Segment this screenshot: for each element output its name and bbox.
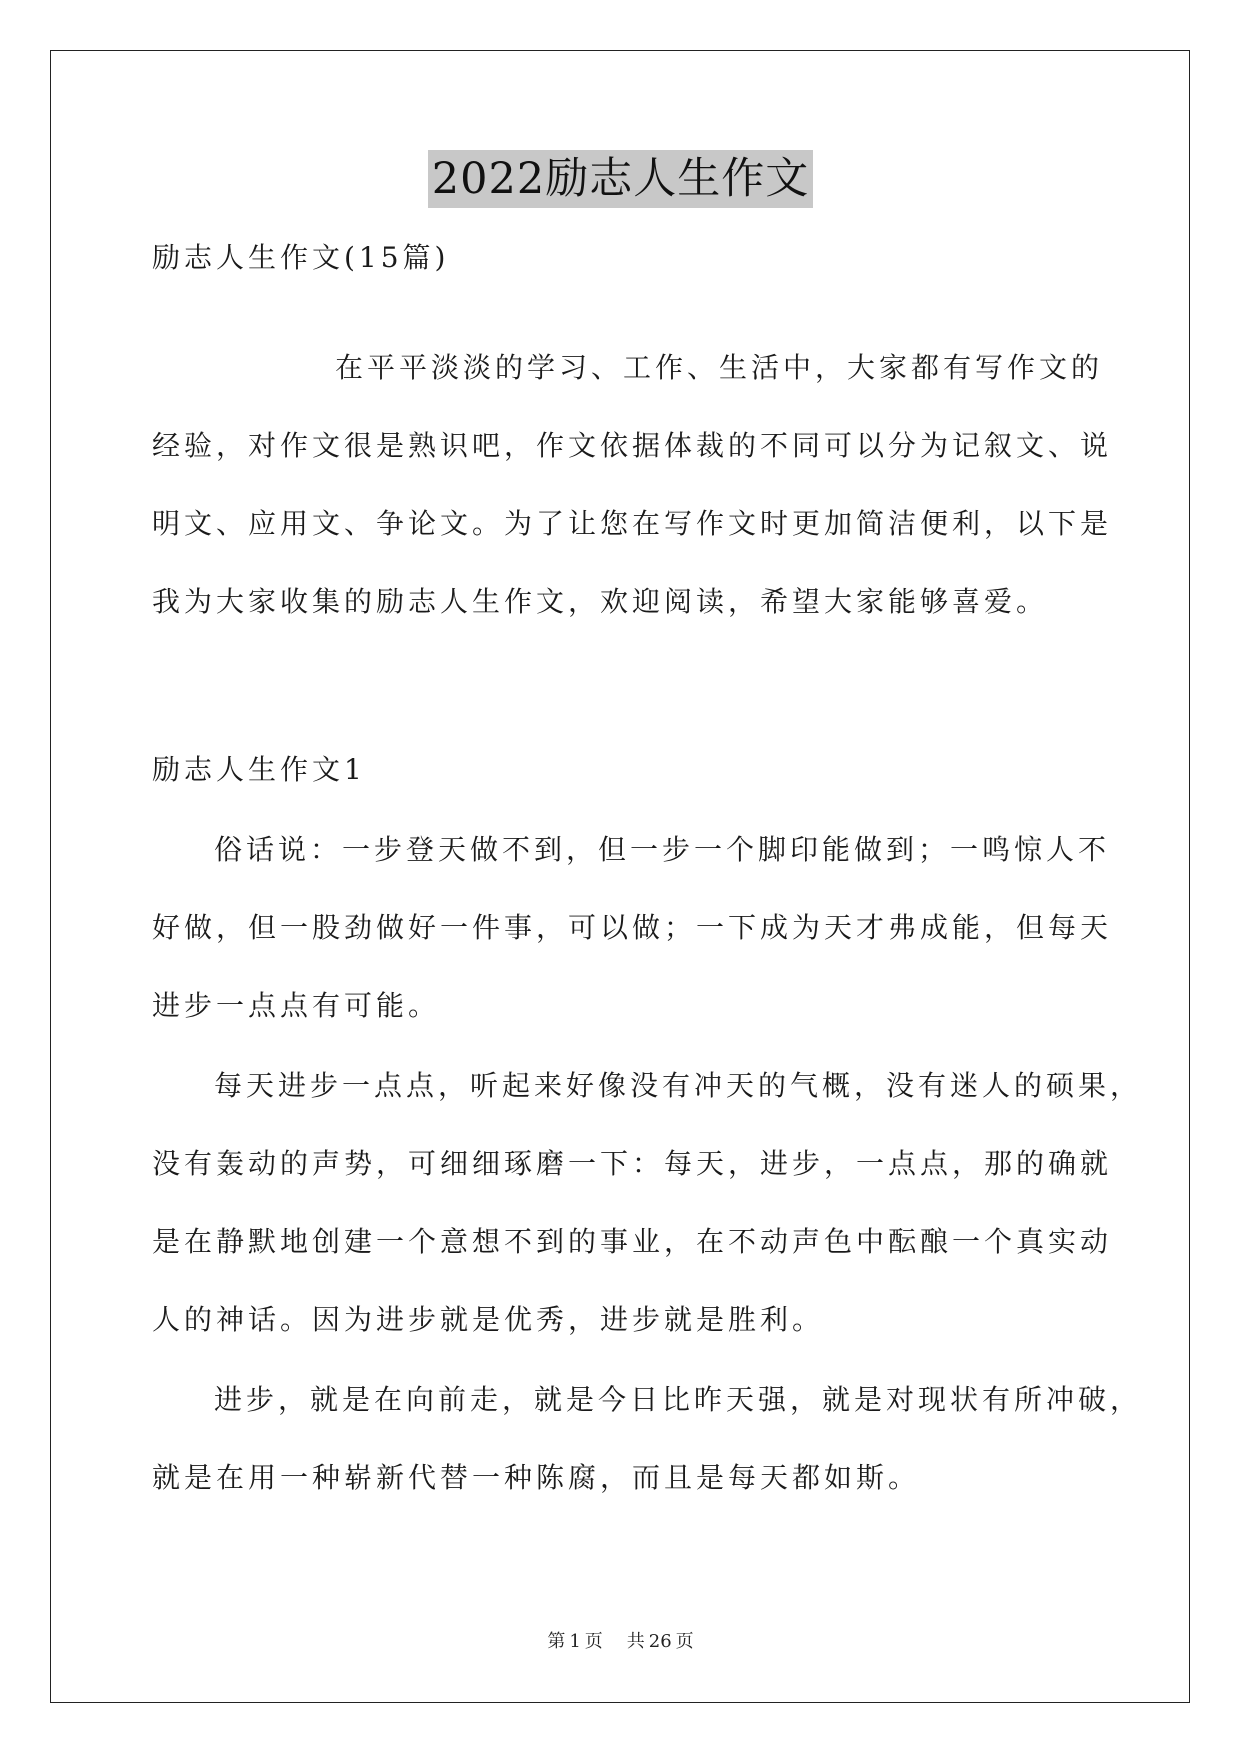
body-line: 没有轰动的声势，可细细琢磨一下：每天，进步，一点点，那的确就 <box>152 1147 1113 1180</box>
total-prefix: 共 <box>626 1631 645 1652</box>
page-label-suffix: 页 <box>584 1631 603 1652</box>
page-number: 1 <box>569 1631 581 1652</box>
page-label-prefix: 第 <box>547 1631 566 1652</box>
total-suffix: 页 <box>675 1631 694 1652</box>
title-container <box>0 150 1241 208</box>
body-line: 进步，就是在向前走，就是今日比昨天强，就是对现状有所冲破， <box>214 1383 1143 1416</box>
document-title: 2022励志人生作文 <box>428 150 813 208</box>
body-line: 俗话说：一步登天做不到，但一步一个脚印能做到；一鸣惊人不 <box>214 833 1111 866</box>
intro-line: 经验，对作文很是熟识吧，作文依据体裁的不同可以分为记叙文、说 <box>152 429 1113 462</box>
body-line: 进步一点点有可能。 <box>152 989 441 1022</box>
page-border <box>50 50 1190 1703</box>
intro-line: 在平平淡淡的学习、工作、生活中，大家都有写作文的 <box>335 351 1104 384</box>
body-line: 人的神话。因为进步就是优秀，进步就是胜利。 <box>152 1303 825 1336</box>
section-heading: 励志人生作文1 <box>152 753 366 786</box>
body-line: 就是在用一种崭新代替一种陈腐，而且是每天都如斯。 <box>152 1461 921 1494</box>
body-line: 是在静默地创建一个意想不到的事业，在不动声色中酝酿一个真实动 <box>152 1225 1113 1258</box>
total-pages: 26 <box>648 1631 672 1652</box>
body-line: 好做，但一股劲做好一件事，可以做；一下成为天才弗成能，但每天 <box>152 911 1113 944</box>
page-footer <box>0 1630 1241 1654</box>
intro-line: 明文、应用文、争论文。为了让您在写作文时更加简洁便利，以下是 <box>152 507 1113 540</box>
document-subtitle: 励志人生作文(15篇) <box>152 241 450 274</box>
body-line: 每天进步一点点，听起来好像没有冲天的气概，没有迷人的硕果， <box>214 1069 1143 1102</box>
intro-line: 我为大家收集的励志人生作文，欢迎阅读，希望大家能够喜爱。 <box>152 585 1049 618</box>
